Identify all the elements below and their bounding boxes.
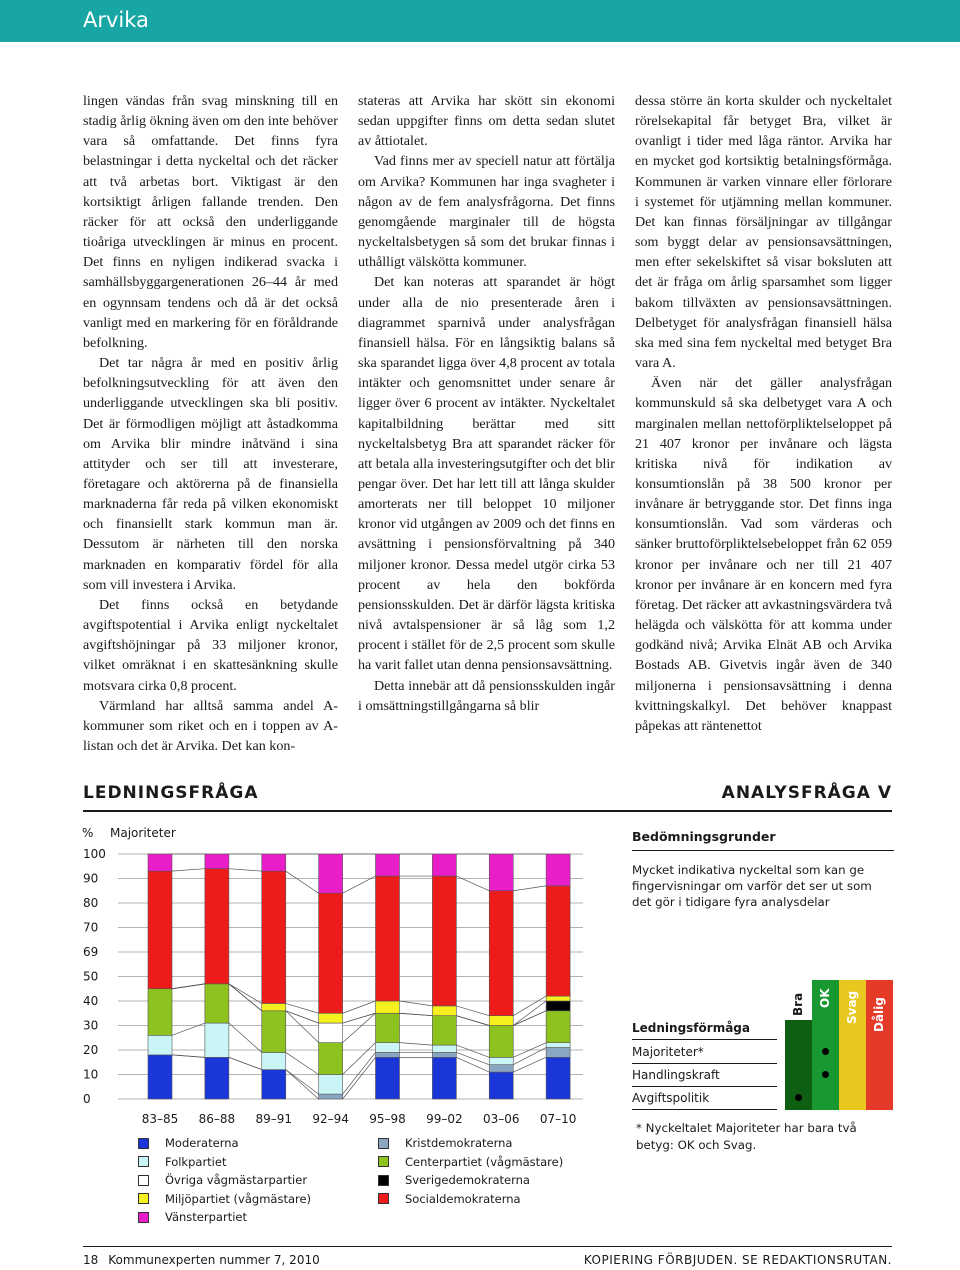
y-tick-label: 70 — [83, 920, 99, 935]
bar-segment — [205, 869, 229, 984]
connector-line — [229, 984, 262, 1004]
y-tick-label: 40 — [83, 994, 99, 1008]
bar-segment — [262, 1070, 286, 1099]
legend-swatch — [378, 1138, 389, 1149]
legend-label: Kristdemokraterna — [405, 1136, 513, 1151]
legend-label: Centerpartiet (vågmästare) — [405, 1154, 564, 1169]
grade-footnote: * Nyckeltalet Majoriteter har bara två betyg: OK och Svag. — [636, 1121, 857, 1152]
x-tick-label: 03–06 — [482, 1112, 520, 1126]
municipality-title: Arvika — [83, 8, 149, 32]
y-tick-label: 69 — [83, 945, 99, 959]
y-tick-label: 100 — [83, 847, 106, 861]
bar-segment — [319, 1013, 343, 1023]
connector-line — [343, 1013, 376, 1023]
legend-swatch — [378, 1156, 389, 1167]
y-tick-label: 30 — [83, 1018, 99, 1033]
y-tick-label: 90 — [83, 871, 99, 886]
legend-label: Moderaterna — [165, 1136, 239, 1151]
footer-publication — [83, 1253, 320, 1267]
connector-line — [456, 1057, 489, 1072]
text-column-1 — [83, 91, 338, 756]
bar-segment — [376, 1043, 400, 1053]
paragraph: Detta innebär att då pensionsskulden ingår i omsättningstillgångarna så blir — [358, 677, 615, 714]
legend-label: Övriga vågmästarpartier — [165, 1173, 308, 1188]
connector-line — [286, 1070, 319, 1099]
bar-segment — [205, 1023, 229, 1057]
legend-swatch — [138, 1138, 149, 1149]
y-tick-label: 50 — [83, 969, 99, 984]
bar-segment — [205, 984, 229, 1023]
grade-row — [632, 1086, 894, 1109]
section-label-ledningsfraga: LEDNINGSFRÅGA — [83, 783, 259, 803]
paragraph: lingen vändas från svag minskning till en stadig årlig ökning även om den inte behöver vara så omfattande. Det finns fyra belastningar i detta nyckeltal och det räcker att två arbetas bort. Viktigast är den kortsiktigt årligen fallande trenden. Den räcker för att också den underliggande tioåriga utvecklingen är minus en procent. Det finns en nyligen indikerad svacka i samhällsbyggargenerationen 26–44 år med en ogynnsam tendens och då är det också vanligt med en markering för en föråldrande befolkning. — [83, 93, 338, 351]
bar-segment — [376, 854, 400, 876]
bar-segment — [432, 876, 456, 1006]
connector-line — [456, 1016, 489, 1026]
connector-line — [343, 1057, 376, 1099]
legend-left — [138, 1134, 311, 1227]
connector-line — [400, 1043, 433, 1045]
x-tick-label: 83–85 — [141, 1112, 179, 1126]
connector-line — [286, 871, 319, 893]
grade-row-label: Majoriteter* — [632, 1044, 704, 1059]
legend-item — [138, 1153, 311, 1172]
bar-segment — [319, 854, 343, 893]
bar-segment — [546, 1043, 570, 1048]
publication-name: Kommunexperten nummer 7, 2010 — [108, 1253, 320, 1267]
assessment-heading: Bedömningsgrunder — [632, 829, 776, 844]
legend-label: Folkpartiet — [165, 1154, 227, 1169]
grade-column-label: Dålig — [872, 997, 886, 1032]
connector-line — [286, 1070, 319, 1095]
bar-segment — [319, 893, 343, 1013]
bar-segment — [148, 1055, 172, 1099]
bar-segment — [546, 1001, 570, 1011]
bar-segment — [546, 1011, 570, 1043]
paragraph: Det tar några år med en positiv årlig befolkningsutveckling för att även den underliggande utvecklingen ska bli positiv. Det är förmodligen möjligt att åstadkomma om Arvika blir mindre inåtvänd i sina attityder och ser till att investerare, företagare och aktörerna på de finansiella marknaderna får reda på vilken ekonomiskt och finansiellt stark kommun man är. Dessutom är närheten till den norska marknaden en komparativ fördel för alla som vill investera i Arvika. — [83, 355, 338, 593]
legend-item — [378, 1171, 563, 1190]
bar-segment — [262, 871, 286, 1003]
bar-segment — [148, 1035, 172, 1055]
connector-line — [172, 1023, 205, 1035]
bar-segment — [489, 891, 513, 1016]
y-tick-label: 10 — [83, 1067, 99, 1082]
connector-line — [172, 984, 205, 989]
bar-segment — [205, 854, 229, 869]
text-column-2 — [358, 91, 615, 716]
legend-swatch — [138, 1156, 149, 1167]
connector-line — [229, 1023, 262, 1052]
x-tick-label: 89–91 — [255, 1112, 293, 1126]
grade-column-label: OK — [818, 988, 832, 1008]
legend-swatch — [138, 1212, 149, 1223]
legend-label: Miljöpartiet (vågmästare) — [165, 1191, 312, 1206]
paragraph: stateras att Arvika har skött sin ekonomi sedan uppgifter finns om detta sedan slutet av åttiotalet. — [358, 93, 615, 150]
legend-swatch — [138, 1193, 149, 1204]
legend-item — [138, 1190, 311, 1209]
legend-item — [378, 1190, 563, 1209]
connector-line — [343, 1013, 376, 1042]
grade-grid-title: Ledningsförmåga — [632, 1020, 750, 1035]
connector-line — [286, 1052, 319, 1074]
bar-segment — [432, 1045, 456, 1052]
grade-dot — [795, 1094, 802, 1101]
bar-segment — [489, 1072, 513, 1099]
assessment-description: Mycket indikativa nyckeltal som kan ge fingervisningar om varför det ser ut som det gör i tidigare fyra analysdelar — [632, 863, 872, 909]
bar-segment — [205, 1057, 229, 1099]
x-tick-label: 86–88 — [198, 1112, 236, 1126]
bar-segment — [432, 1057, 456, 1099]
paragraph: Vad finns mer av speciell natur att förtälja om Arvika? Kommunen har inga svagheter i någon av de fem analysfrågorna. Det finns genomgående marginaler till de högsta nyckeltalsbetygen så som det brukar finnas i uthålligt välskötta kommuner. — [358, 153, 615, 271]
grade-grid — [632, 980, 894, 1110]
connector-line — [172, 869, 205, 871]
row-rule — [632, 1109, 777, 1110]
connector-line — [343, 1001, 376, 1013]
bar-segment — [148, 871, 172, 989]
y-axis-label: % — [82, 826, 94, 840]
paragraph: Det kan noteras att sparandet är högt under alla de nio presenterade åren i diagrammet sparnivå under analysfrågan finansiell hälsa. För en långsiktig balans så ska sparandet ligga över 4,8 procent av totala intäkter och genomsnittet under senare år ligger över 6 procent av intäkter. Nyckeltalet kapitalbildning berättar med sitt nyckeltalsbetyg Bra att sparandet räcker för att betala alla investeringsutgifter och det blir pengar över. Det har lett till att långa skulder amorterats ner till beloppet 10 miljoner kronor vid utgången av 2009 och det finns en avsättning i pensionsförvaltning på 340 miljoner kronor. Dessa medel utgör cirka 53 procent av hela den bokförda pensionsskulden. Det är därför lägsta kritiska nivå avtalspensioner är så låg som 1,2 procent i stället för de 2,5 procent som skulle ha varit fallet utan denna pensionsavsättning. — [358, 274, 615, 674]
bar-segment — [432, 854, 456, 876]
bar-segment — [319, 1094, 343, 1099]
x-tick-labels — [142, 1112, 577, 1126]
y-tick-label: 20 — [83, 1043, 99, 1057]
grade-dot — [822, 1048, 829, 1055]
x-tick-label: 99–02 — [426, 1112, 463, 1126]
grade-row — [632, 1040, 894, 1063]
section-label-analysfraga: ANALYSFRÅGA V — [721, 783, 892, 803]
connector-line — [456, 1006, 489, 1016]
x-tick-label: 95–98 — [369, 1112, 406, 1126]
bar-segment — [262, 1011, 286, 1053]
connector-line — [229, 984, 262, 1011]
bar-segment — [262, 1003, 286, 1010]
bar-segment — [432, 1006, 456, 1016]
copyright-notice: KOPIERING FÖRBJUDEN. SE REDAKTIONSRUTAN. — [583, 1253, 892, 1267]
bar-segment — [376, 1013, 400, 1042]
legend-label: Vänsterpartiet — [165, 1210, 247, 1225]
legend-right — [378, 1134, 563, 1208]
bar-segment — [376, 876, 400, 1001]
bar-segment — [489, 1016, 513, 1026]
bar-segment — [319, 1023, 343, 1043]
legend-item — [138, 1134, 311, 1153]
bar-segment — [262, 1052, 286, 1069]
grade-column-label: Bra — [791, 992, 805, 1016]
x-tick-label: 07–10 — [539, 1112, 577, 1126]
page-header-bar — [0, 0, 960, 42]
chart-title: Majoriteter — [110, 826, 176, 840]
bar-segment — [432, 1016, 456, 1045]
connector-line — [456, 1045, 489, 1057]
bar-segment — [546, 1048, 570, 1058]
legend-swatch — [378, 1175, 389, 1186]
connector-line — [229, 869, 262, 871]
bar-segment — [546, 1057, 570, 1099]
connector-line — [229, 1057, 262, 1069]
legend-label: Sverigedemokraterna — [405, 1173, 530, 1188]
bar-segment — [376, 1052, 400, 1057]
text-column-3 — [635, 91, 892, 736]
connector-line — [286, 1011, 319, 1043]
footer-divider — [83, 1246, 892, 1247]
y-tick-label: 0 — [83, 1092, 91, 1106]
connector-line — [400, 1013, 433, 1015]
bar-segment — [546, 996, 570, 1001]
grade-dot — [822, 1071, 829, 1078]
bar-segment — [489, 1026, 513, 1058]
bar-segment — [319, 1043, 343, 1075]
majoriteter-chart — [78, 818, 598, 1134]
heading-rule — [632, 850, 894, 851]
legend-swatch — [378, 1193, 389, 1204]
bar-segment — [489, 1065, 513, 1072]
legend-item — [378, 1134, 563, 1153]
connector-line — [513, 886, 546, 891]
paragraph: Det finns också en betydande avgiftspotential i Arvika enligt nyckeltalet avgiftshöjningar på 33 miljoner kronor, vilket omräknat i en skattesänkning skulle motsvara cirka 0,8 procent. — [83, 596, 338, 694]
legend-label: Socialdemokraterna — [405, 1191, 521, 1206]
legend-swatch — [138, 1175, 149, 1186]
paragraph: Även när det gäller analysfrågan kommunskuld så ska delbetyget vara A och marginalen mellan nettoförpliktelseloppet på 21 407 kronor per invånare och lägsta kritiska nivå för indikation av konsumtionslån på 38 500 kronor per invånare är betryggande stor. Det finns inga konsumtionslån. Vad som värderas och sänker bruttoförpliktelsebeloppet från 62 059 kronor per invånare och ner till 21 407 kronor per invånare är en koncern med fyra företag. Det räcker att avkastningsvärdera två helägda och välskötta för att komma under godkänd nivå; Arvika Elnät AB och Arvika Bostads AB. Givetvis ingår även de 340 miljonerna i pensionsavsättning i denna kvittningskalkyl. Det behöver knappast påpekas att räntenettot — [635, 375, 892, 734]
section-divider — [83, 810, 892, 812]
bar-segment — [546, 854, 570, 886]
connector-line — [172, 1055, 205, 1057]
legend-item — [378, 1153, 563, 1172]
connector-line — [286, 1011, 319, 1023]
bar-segment — [546, 886, 570, 996]
bar-segment — [489, 854, 513, 891]
x-tick-label: 92–94 — [312, 1112, 349, 1126]
connector-line — [513, 1057, 546, 1072]
bar-segment — [319, 1075, 343, 1095]
page-number: 18 — [83, 1253, 99, 1267]
grade-row — [632, 1063, 894, 1086]
bar-segment — [432, 1052, 456, 1057]
legend-item — [138, 1171, 311, 1190]
connector-line — [286, 1003, 319, 1013]
paragraph: dessa större än korta skulder och nyckeltalet rörelsekapital får betyget Bra, vilket är ovanligt i tider med låga räntor. Arvika har en mycket god kortsiktig betalningsförmåga. Kommunen är varken vinnare eller förlorare i systemet för utjämning mellan kommuner. Det kan finnas försäljningar av tillgångar som byggt delar av pensionsavsättningen, men efter sekelskiftet så visar boksluten att det är fråga om årlig sparsamhet som ligger bakom tillväxten av pensionsavsättningen. Delbetyget för analysfrågan finansiell hälsa ska med sina fem nyckeltal med betyget Bra vara A. — [635, 93, 892, 372]
bar-segment — [148, 854, 172, 871]
grade-row-label: Handlingskraft — [632, 1067, 720, 1082]
connector-line — [456, 1052, 489, 1064]
connector-line — [400, 1001, 433, 1006]
bar-segment — [148, 989, 172, 1036]
bar-segment — [489, 1057, 513, 1064]
paragraph: Värmland har alltså samma andel A-kommuner som riket och en i toppen av A-listan och det är Arvika. Det kan kon- — [83, 697, 338, 754]
grade-column-label: Svag — [845, 990, 859, 1024]
bar-segment — [376, 1057, 400, 1099]
y-tick-label: 80 — [83, 896, 99, 910]
grade-row-label: Avgiftspolitik — [632, 1090, 710, 1105]
bar-segment — [262, 854, 286, 871]
bar-segment — [376, 1001, 400, 1013]
y-tick-labels — [83, 847, 106, 1106]
legend-item — [138, 1208, 311, 1227]
assessment-box — [632, 829, 894, 910]
